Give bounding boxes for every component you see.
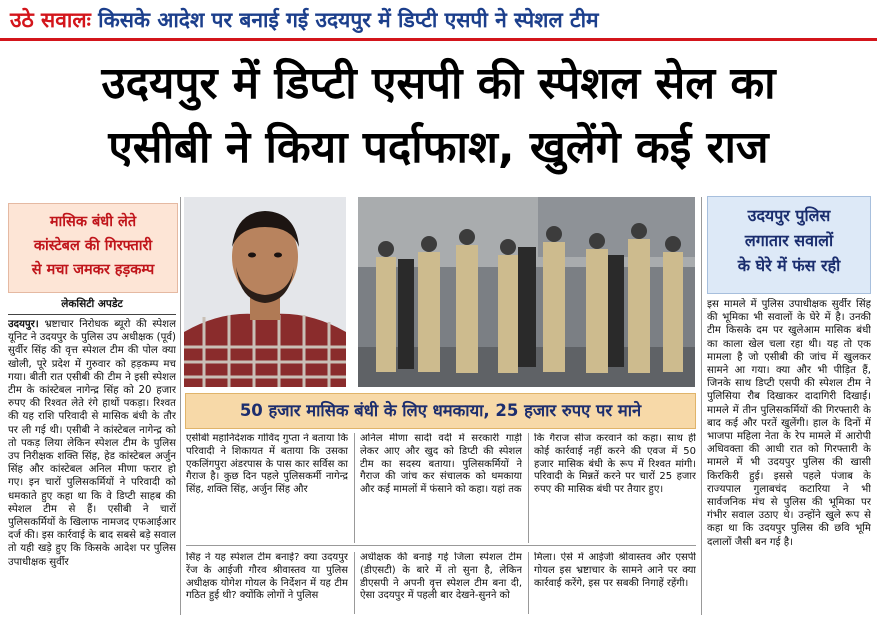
police-crowd-photo — [358, 197, 695, 387]
kicker-text: किसके आदेश पर बनाई गई उदयपुर में डिप्टी एसपी ने स्पेशल टीम — [98, 8, 599, 32]
column-divider-left — [180, 197, 181, 615]
middle-separator — [186, 545, 696, 546]
kicker-line — [10, 6, 870, 36]
kicker-divider — [0, 38, 877, 41]
left-rule — [8, 314, 176, 315]
right-story-title-box — [707, 196, 871, 294]
right-story-title — [712, 203, 866, 278]
byline: लेकसिटी अपडेट — [61, 298, 123, 310]
middle-col-1-lower: सिंह ने यह स्पेशल टीम बनाई? क्या उदयपुर रेंज के आईजी गौरव श्रीवास्तव या पुलिस अधीक्षक योगेश गोयल के निर्देशन में यह टीम गठित हुई थी? क्योंकि लोगों ने पुलिस — [186, 552, 348, 602]
main-headline — [0, 52, 877, 180]
headline-line-1: उदयपुर में डिप्टी एसपी की स्पेशल सेल का — [101, 58, 776, 109]
middle-col-2-lower: अधीक्षक की बनाई गई जिला स्पेशल टीम (डीएसटी) के बारे में तो सुना है, लेकिन डीएसपी ने अपनी वृत्त स्पेशल टीम बना दी, ऐसा उदयपुर में पहली बार देखने-सुनने को — [360, 552, 522, 602]
left-title-line-1: मासिक बंधी लेते — [49, 214, 137, 230]
left-title-line-3: से मचा जमकर हड़कम्प — [31, 262, 155, 278]
headline-line-2: एसीबी ने किया पर्दाफाश, खुलेंगे कई राज — [108, 122, 769, 173]
column-divider-right — [701, 197, 702, 615]
left-story-body — [8, 318, 176, 614]
kicker-label: उठे सवालः — [10, 8, 91, 32]
left-story-title — [13, 210, 173, 282]
middle-col-1-upper: एसीबी महानिदेशक गोविंद गुप्ता ने बताया कि परिवादी ने शिकायत में बताया कि उसका एकलिंगपुरा अंडरपास के पास कार सर्विस का गैराज है। कुछ दिन पहले पुलिसकर्मी नागेन्द्र सिंह, शक्ति सिंह, अर्जुन सिंह और — [186, 433, 348, 496]
left-story-text: भ्रष्टाचार निरोधक ब्यूरो की स्पेशल यूनिट ने उदयपुर के पुलिस उप अधीक्षक (पूर्व) सुर्वीर सिंह की वृत्त स्पेशल टीम की पोल क्या खोली, पूरे प्रदेश में गुरुवार को हड़कम्प मच गया। बीती रात एसीबी की टीम ने इसी स्पेशल टीम के कांस्टेबल नागेन्द्र सिंह को 20 हजार रुपए की रिश्वत लेते रंगे हाथों पकड़ा। रिश्वत की यह राशि परिवादी से मासिक बंधी के तौर पर ली गई थी। एसीबी ने कांस्टेबल नागेन्द्र को तो पकड़ लिया लेकिन स्पेशल टीम के पुलिस उप निरीक्षक शक्ति सिंह, हेड कांस्टेबल अर्जुन सिंह और कांस्टेबल अनिल मीणा फरार हो गए। इन चारों पुलिसकर्मियों ने परिवादी को धमकाते हुए कहा था कि वे डिप्टी साहब की स्पेशल टीम से हैं। एसीबी ने चारों पुलिसकर्मियों के खिलाफ नामजद एफआईआर दर्ज की। इस कार्रवाई के बाद सबसे बड़े सवाल तो यही खड़े हुए कि किसके आदेश पर पुलिस उपाधीक्षक सुर्वीर — [8, 319, 176, 568]
middle-divider-4 — [528, 552, 529, 614]
right-title-line-3: के घेरे में फंस रही — [737, 256, 841, 275]
left-title-line-2: कांस्टेबल की गिरफ्तारी — [33, 238, 153, 254]
right-story-body: इस मामले में पुलिस उपाधीक्षक सुर्वीर सिंह की भूमिका भी सवालों के घेरे में है। उनकी टीम किसके दम पर खुलेआम मासिक बंधी का काला खेल चला रहा थी। यह तो एक मामला है जो एसीबी की जांच में खुलकर सामने आ गया। क्या और भी पीड़ित हैं, जिनके साथ डिप्टी एसपी की स्पेशल टीम ने पुलिसिया रौब दिखाकर दादागिरी दिखाई। मामले में तीन पुलिसकर्मियों की गिरफ्तारी के बाद कई और परतें खुलेंगी। हाल के दिनों में भाजपा महिला नेता के रेप मामले में आरोपी अधिवक्ता की आधी रात को गिरफ्तारी के मामले में भी उदयपुर पुलिस की खासी किरकिरी हुई। इससे पहले पंजाब के राज्यपाल गुलाबचंद कटारिया ने भी सार्वजनिक मंच से पुलिस की भूमिका पर गंभीर सवाल उठाए थे। उन्होंने खुले रूप से कहा था कि उदयपुर पुलिस की छवि भूमि दलालों जैसी बन गई है। — [707, 299, 871, 548]
subheadline-banner — [185, 393, 696, 429]
portrait-illustration — [184, 197, 346, 387]
middle-divider-1 — [354, 433, 355, 543]
dateline: उदयपुर। — [8, 319, 39, 330]
middle-divider-2 — [528, 433, 529, 543]
left-story-title-box — [8, 203, 178, 293]
middle-col-2-upper: अनिल मीणा सादी वर्दी में सरकारी गाड़ी लेकर आए और खुद को डिप्टी की स्पेशल टीम का सदस्य बताया। पुलिसकर्मियों ने गैराज की जांच कर संचालक को धमकाया और कई मामलों में फंसाने को कहा। यहां तक — [360, 433, 522, 496]
accused-portrait-photo — [184, 197, 346, 387]
middle-col-3-lower: मिला। ऐसे में आईजी श्रीवास्तव और एसपी गोयल इस भ्रष्टाचार के सामने आने पर क्या कार्रवाई करेंगे, इस पर सबकी निगाहें रहेंगी। — [534, 552, 696, 589]
middle-divider-3 — [354, 552, 355, 614]
right-title-line-1: उदयपुर पुलिस — [747, 206, 831, 225]
banner-text: 50 हजार मासिक बंधी के लिए धमकाया, 25 हजार रुपए पर माने — [239, 401, 642, 420]
crowd-illustration — [358, 197, 695, 387]
right-title-line-2: लगातार सवालों — [744, 231, 834, 250]
middle-col-3-upper: कि गैराज सीज करवाने को कहा। साथ ही कोई कार्रवाई नहीं करने की एवज में 50 हजार मासिक बंधी के रूप में रिश्वत मांगी। परिवादी के मिन्नतें करने पर चारों 25 हजार रुपए की मासिक बंधी पर तैयार हुए। — [534, 433, 696, 496]
